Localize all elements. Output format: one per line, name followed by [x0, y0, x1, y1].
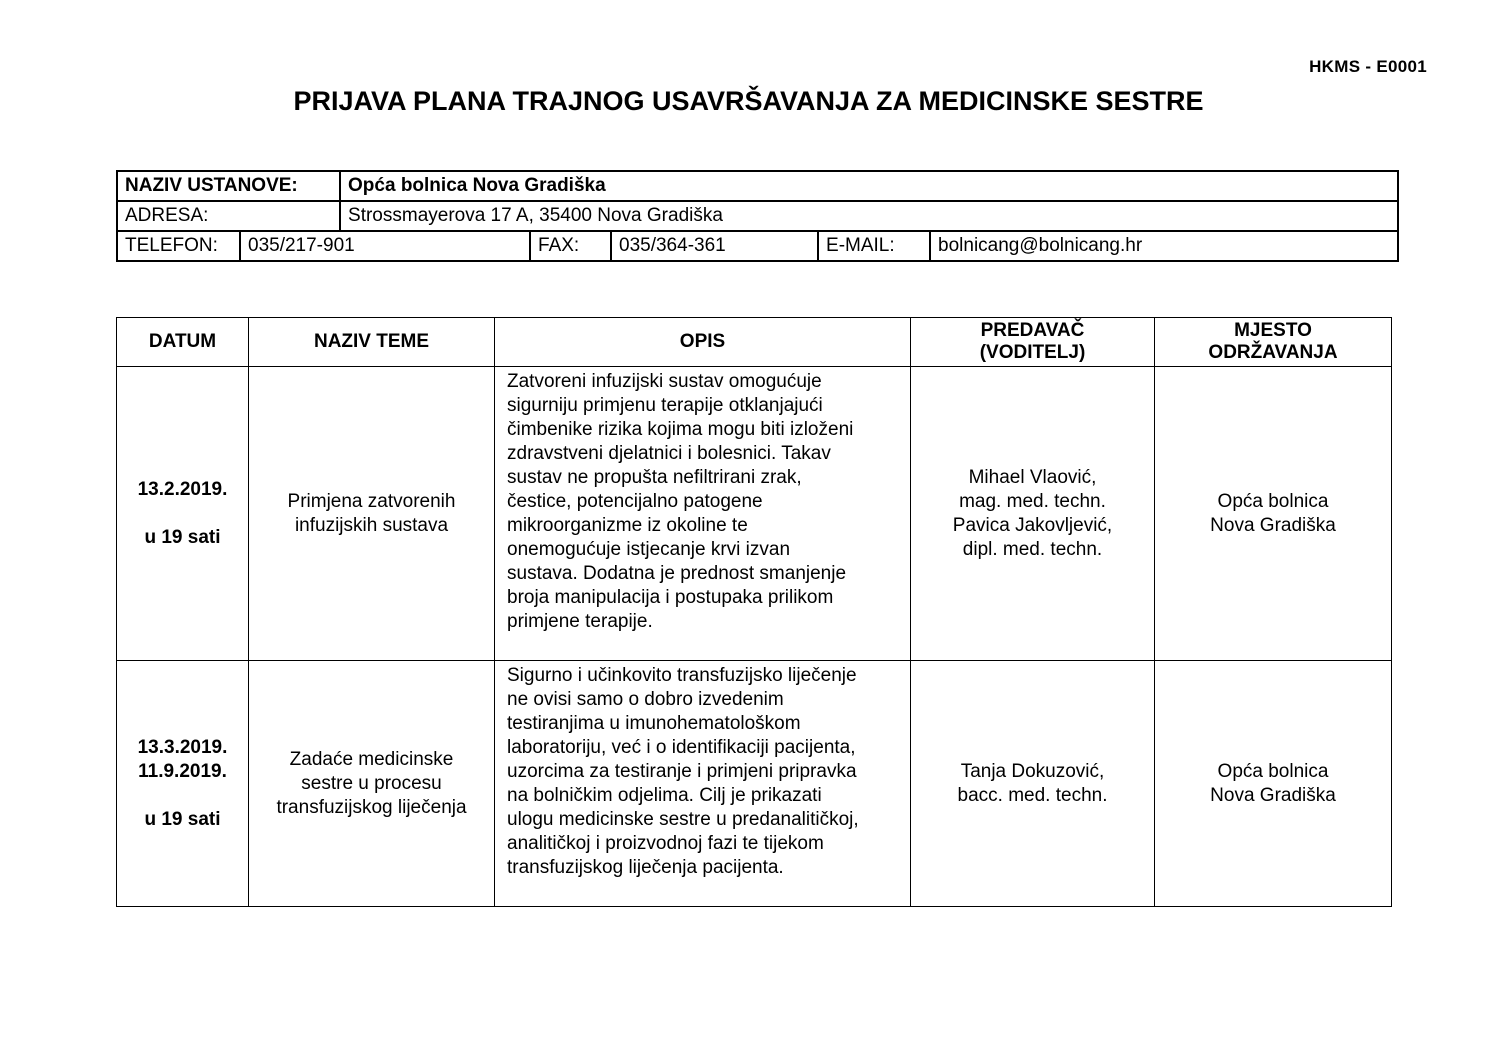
- description-line: sustava. Dodatna je prednost smanjenje: [507, 563, 847, 584]
- description-line: broja manipulacija i postupaka prilikom: [507, 587, 834, 608]
- phone-value: 035/217-901: [240, 231, 530, 261]
- date-cell: [117, 661, 249, 907]
- description-line: čimbenike rizika kojima mogu biti izloženi: [507, 419, 854, 440]
- header-venue-line: ODRŽAVANJA: [1208, 342, 1338, 363]
- lecturer-line: bacc. med. techn.: [957, 784, 1108, 806]
- description-line: Sigurno i učinkovito transfuzijsko liječenje: [507, 665, 857, 686]
- venue-cell: [1155, 367, 1392, 661]
- description-line: na bolničkim odjelima. Cilj je prikazati: [507, 785, 822, 806]
- description-line: testiranjima u imunohematološkom: [507, 713, 801, 734]
- description-cell: [495, 661, 911, 907]
- date-value: 11.9.2019.: [138, 760, 227, 782]
- lecturer-cell: [911, 661, 1155, 907]
- venue-line: Opća bolnica: [1217, 490, 1329, 512]
- page-title: PRIJAVA PLANA TRAJNOG USAVRŠAVANJA ZA MEDICINSKE SESTRE: [293, 86, 1204, 116]
- description-line: zdravstveni djelatnici i bolesnici. Takav: [507, 443, 831, 464]
- topic-line: Primjena zatvorenih: [287, 490, 456, 512]
- institution-name-row: [117, 171, 1398, 201]
- header-lecturer: [911, 318, 1155, 367]
- address-label: ADRESA:: [117, 201, 340, 231]
- description-line: sigurniju primjenu terapije otklanjajući: [507, 395, 823, 416]
- lecturer-cell: [911, 367, 1155, 661]
- date-value: 13.2.2019.: [137, 478, 228, 500]
- venue-line: Opća bolnica: [1217, 760, 1329, 782]
- institution-name-value: Opća bolnica Nova Gradiška: [340, 171, 1398, 201]
- header-venue-line: MJESTO: [1234, 320, 1312, 341]
- venue-line: Nova Gradiška: [1210, 514, 1336, 536]
- document-code: HKMS - E0001: [1309, 57, 1427, 76]
- description-line: laboratoriju, već i o identifikaciji pacijenta,: [507, 737, 856, 758]
- lecturer-line: Pavica Jakovljević,: [952, 514, 1113, 536]
- schedule-header-row: [117, 318, 1392, 367]
- header-venue: [1155, 318, 1392, 367]
- topic-cell: [249, 367, 495, 661]
- date-value: 13.3.2019.: [137, 736, 228, 758]
- institution-table: [116, 170, 1399, 262]
- address-value: Strossmayerova 17 A, 35400 Nova Gradiška: [340, 201, 1398, 231]
- topic-line: infuzijskih sustava: [294, 514, 449, 536]
- topic-cell: [249, 661, 495, 907]
- description-line: primjene terapije.: [507, 611, 653, 632]
- description-line: Zatvoreni infuzijski sustav omogućuje: [507, 371, 822, 392]
- topic-line: transfuzijskog liječenja: [276, 796, 467, 818]
- spacer: [123, 502, 242, 526]
- header-date: DATUM: [117, 318, 249, 367]
- email-value: bolnicang@bolnicang.hr: [930, 231, 1398, 261]
- phone-label: TELEFON:: [117, 231, 240, 261]
- institution-contact-row: [117, 231, 1398, 261]
- fax-value: 035/364-361: [611, 231, 818, 261]
- institution-address-row: [117, 201, 1398, 231]
- description-line: onemogućuje istjecanje krvi izvan: [507, 539, 791, 560]
- description-line: sustav ne propušta nefiltrirani zrak,: [507, 467, 802, 488]
- header-lecturer-line: PREDAVAČ: [980, 320, 1085, 341]
- description-line: mikroorganizme iz okoline te: [507, 515, 748, 536]
- email-label: E-MAIL:: [818, 231, 930, 261]
- description-cell: [495, 367, 911, 661]
- header-lecturer-line: (VODITELJ): [979, 342, 1086, 363]
- schedule-row: [117, 661, 1392, 907]
- date-cell: [117, 367, 249, 661]
- topic-line: sestre u procesu: [301, 772, 442, 794]
- description-line: čestice, potencijalno patogene: [507, 491, 763, 512]
- description-line: uzorcima za testiranje i primjeni pripravka: [507, 761, 857, 782]
- time-value: u 19 sati: [144, 526, 221, 548]
- description-line: ulogu medicinske sestre u predanalitičkoj,: [507, 809, 859, 830]
- description-line: transfuzijskog liječenja pacijenta.: [507, 857, 784, 878]
- header-description: OPIS: [495, 318, 911, 367]
- header-topic: NAZIV TEME: [249, 318, 495, 367]
- schedule-table: [116, 317, 1392, 907]
- schedule-row: [117, 367, 1392, 661]
- description-line: analitičkoj i proizvodnoj fazi te tijekom: [507, 833, 824, 854]
- spacer: [123, 784, 242, 808]
- fax-label: FAX:: [530, 231, 611, 261]
- lecturer-line: mag. med. techn.: [959, 490, 1106, 512]
- venue-line: Nova Gradiška: [1210, 784, 1336, 806]
- lecturer-line: dipl. med. techn.: [962, 538, 1103, 560]
- time-value: u 19 sati: [144, 808, 221, 830]
- institution-name-label: NAZIV USTANOVE:: [117, 171, 340, 201]
- description-line: ne ovisi samo o dobro izvedenim: [507, 689, 784, 710]
- venue-cell: [1155, 661, 1392, 907]
- lecturer-line: Tanja Dokuzović,: [960, 760, 1105, 782]
- lecturer-line: Mihael Vlaović,: [968, 466, 1097, 488]
- topic-line: Zadaće medicinske: [289, 748, 454, 770]
